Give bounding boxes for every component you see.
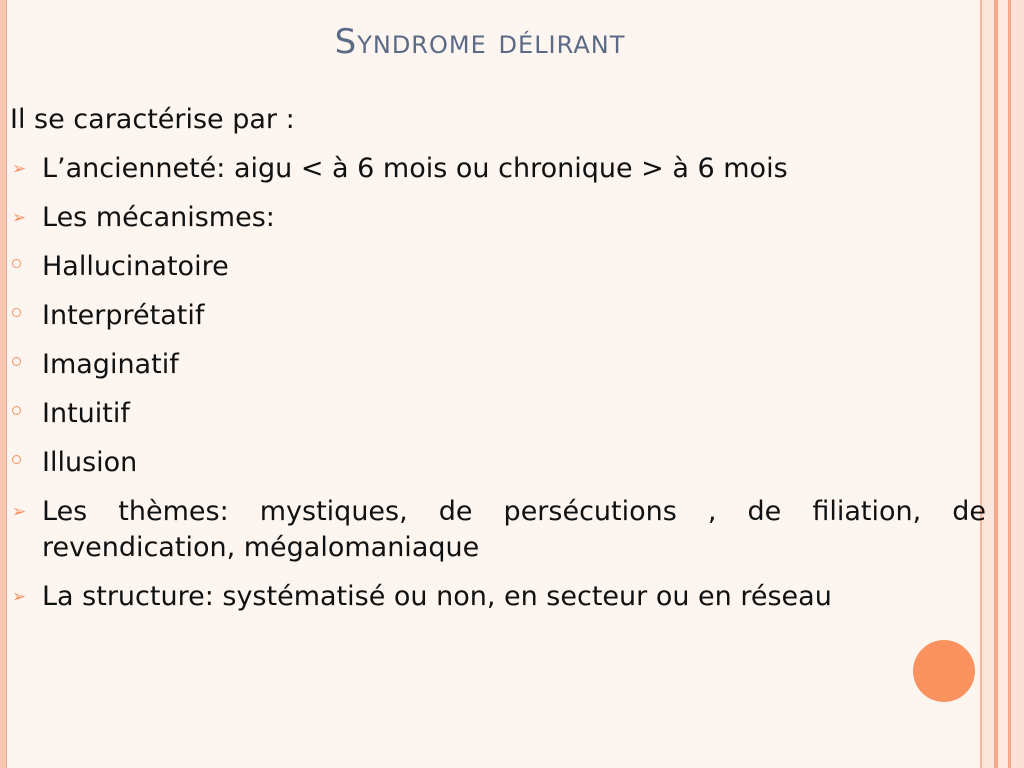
- list-item: [10, 151, 986, 187]
- intro-text: Il se caractérise par :: [10, 104, 295, 135]
- slide-title: Syndrome délirant: [334, 22, 626, 62]
- list-item-text: Hallucinatoire: [42, 251, 229, 282]
- list-item-text: L’ancienneté: aigu < à 6 mois ou chronique > à 6 mois: [42, 153, 788, 184]
- list-item-text: Les mécanismes:: [42, 202, 275, 233]
- decorative-circle: [913, 640, 975, 702]
- arrow-bullet-icon: ➢: [12, 159, 27, 179]
- list-item: [10, 396, 986, 432]
- list-item: [10, 298, 986, 334]
- right-stripe-4: [998, 0, 1008, 768]
- list-item-text: La structure: systématisé ou non, en secteur ou en réseau: [42, 581, 832, 612]
- arrow-bullet-icon: ➢: [12, 587, 27, 607]
- list-item: [10, 579, 986, 615]
- list-item-text: Les thèmes: mystiques, de persécutions , de filiation, de revendication, mégalomaniaque: [42, 496, 986, 563]
- list-item: [10, 494, 986, 566]
- circle-bullet-icon: [12, 308, 21, 317]
- circle-bullet-icon: [12, 406, 21, 415]
- arrow-bullet-icon: ➢: [12, 502, 27, 522]
- circle-bullet-icon: [12, 357, 21, 366]
- left-border-line: [6, 0, 7, 768]
- circle-bullet-icon: [12, 259, 21, 268]
- list-item-text: Intuitif: [42, 398, 130, 429]
- list-item: [10, 347, 986, 383]
- list-item-text: Imaginatif: [42, 349, 179, 380]
- list-item: [10, 445, 986, 481]
- list-item-text: Illusion: [42, 447, 138, 478]
- list-item: [10, 249, 986, 285]
- list-item: [10, 200, 986, 236]
- list-item-text: Interprétatif: [42, 300, 205, 331]
- right-stripe-6: [1011, 0, 1024, 768]
- slide-body: [10, 102, 986, 628]
- circle-bullet-icon: [12, 455, 21, 464]
- arrow-bullet-icon: ➢: [12, 208, 27, 228]
